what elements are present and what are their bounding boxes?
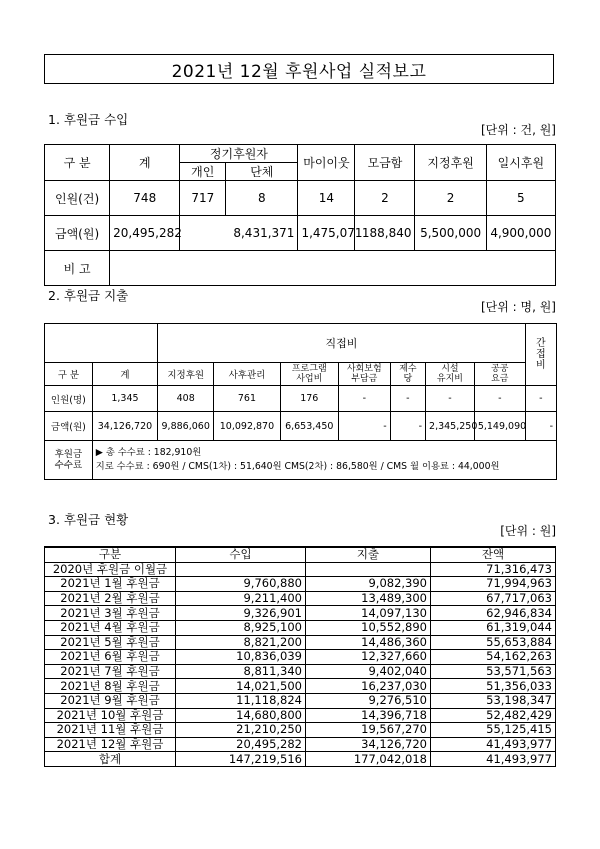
status-cell-gubun: 2021년 8월 후원금 (45, 679, 176, 694)
income-h-box: 모금함 (355, 145, 415, 181)
expense-people-program: 176 (280, 386, 338, 412)
expense-amount-label: 금액(원) (45, 412, 93, 441)
expense-fee-row (45, 441, 557, 480)
status-cell-balance: 41,493,977 (431, 752, 556, 767)
table-row (45, 650, 556, 665)
expense-people-insurance: - (338, 386, 390, 412)
expense-h-utility: 공공 요금 (474, 363, 525, 386)
expense-amount-tax: - (390, 412, 425, 441)
income-note-label: 비 고 (45, 251, 110, 286)
income-amount-onetime: 4,900,000 (486, 216, 555, 251)
status-h-income: 수입 (176, 547, 306, 562)
income-people-box: 2 (355, 181, 415, 216)
expense-h-aftercare: 사후관리 (214, 363, 280, 386)
table-row (45, 664, 556, 679)
expense-amount-row (45, 412, 557, 441)
status-cell-expense: 14,097,130 (306, 606, 431, 621)
status-cell-gubun: 2021년 4월 후원금 (45, 620, 176, 635)
section-3-heading: 3. 후원금 현황 (48, 512, 129, 527)
status-cell-gubun: 2021년 1월 후원금 (45, 577, 176, 592)
status-cell-gubun: 2021년 11월 후원금 (45, 723, 176, 738)
expense-h-program: 프로그램 사업비 (280, 363, 338, 386)
income-note-value (110, 251, 556, 286)
status-cell-balance: 55,653,884 (431, 635, 556, 650)
status-header-row (45, 547, 556, 562)
income-people-designated: 2 (415, 181, 486, 216)
status-body (45, 562, 556, 766)
status-cell-gubun: 2021년 9월 후원금 (45, 693, 176, 708)
table-row (45, 635, 556, 650)
expense-fee-label: 후원금 수수료 (45, 441, 93, 480)
income-amount-label: 금액(원) (45, 216, 110, 251)
status-cell-balance: 62,946,834 (431, 606, 556, 621)
income-note-row (45, 251, 556, 286)
table-row (45, 620, 556, 635)
table-row (45, 737, 556, 752)
income-amount-total: 20,495,282 (110, 216, 180, 251)
status-cell-expense: 177,042,018 (306, 752, 431, 767)
income-h-maiius: 마이이웃 (298, 145, 355, 181)
expense-people-indirect: - (525, 386, 556, 412)
income-h-designated: 지정후원 (415, 145, 486, 181)
status-cell-income: 20,495,282 (176, 737, 306, 752)
expense-header-row-1 (45, 324, 557, 363)
status-cell-expense (306, 562, 431, 577)
status-cell-balance: 54,162,263 (431, 650, 556, 665)
income-amount-regular: 8,431,371 (180, 216, 298, 251)
expense-fee-line-2: 지로 수수료 : 690원 / CMS(1차) : 51,640원 CMS(2차) : 86,580원 / CMS 월 이용료 : 44,000원 (95, 461, 500, 472)
expense-people-designated: 408 (158, 386, 214, 412)
section-3-unit: [단위 : 원] (500, 524, 556, 538)
income-amount-row (45, 216, 556, 251)
expense-amount-designated: 9,886,060 (158, 412, 214, 441)
status-cell-expense: 34,126,720 (306, 737, 431, 752)
table-row (45, 693, 556, 708)
income-h-individual: 개인 (180, 163, 226, 181)
income-people-label: 인원(건) (45, 181, 110, 216)
expense-people-utility: - (474, 386, 525, 412)
expense-h-facility: 시설 유지비 (426, 363, 475, 386)
status-cell-balance: 51,356,033 (431, 679, 556, 694)
section-1-unit: [단위 : 건, 원] (480, 123, 556, 137)
status-cell-gubun: 2021년 6월 후원금 (45, 650, 176, 665)
income-h-group: 단체 (226, 163, 298, 181)
income-people-row (45, 181, 556, 216)
income-people-individual: 717 (180, 181, 226, 216)
page-title-text: 2021년 12월 후원사업 실적보고 (171, 61, 427, 82)
expense-people-total: 1,345 (92, 386, 157, 412)
status-cell-balance: 61,319,044 (431, 620, 556, 635)
status-table (44, 546, 556, 767)
income-amount-maiius: 1,475,071 (298, 216, 355, 251)
expense-h-total: 계 (92, 363, 157, 386)
status-cell-gubun: 2021년 12월 후원금 (45, 737, 176, 752)
status-cell-gubun: 2020년 후원금 이월금 (45, 562, 176, 577)
income-people-maiius: 14 (298, 181, 355, 216)
status-cell-gubun: 2021년 2월 후원금 (45, 591, 176, 606)
expense-h-tax: 제수 당 (390, 363, 425, 386)
status-cell-income: 11,118,824 (176, 693, 306, 708)
expense-people-label: 인원(명) (45, 386, 93, 412)
expense-h-blank (45, 324, 158, 363)
status-cell-expense: 16,237,030 (306, 679, 431, 694)
table-row (45, 606, 556, 621)
status-cell-income: 9,760,880 (176, 577, 306, 592)
expense-h-gubun: 구 분 (45, 363, 93, 386)
expense-amount-facility: 2,345,250 (426, 412, 475, 441)
status-cell-income: 14,680,800 (176, 708, 306, 723)
status-cell-gubun: 2021년 10월 후원금 (45, 708, 176, 723)
income-h-onetime: 일시후원 (486, 145, 555, 181)
status-cell-balance: 55,125,415 (431, 723, 556, 738)
status-cell-gubun: 2021년 5월 후원금 (45, 635, 176, 650)
income-table (44, 144, 556, 286)
status-cell-expense: 12,327,660 (306, 650, 431, 665)
table-row (45, 679, 556, 694)
expense-amount-insurance: - (338, 412, 390, 441)
expense-h-insurance: 사회보험 부담금 (338, 363, 390, 386)
expense-people-facility: - (426, 386, 475, 412)
table-row (45, 752, 556, 767)
expense-h-designated: 지정후원 (158, 363, 214, 386)
status-cell-expense: 9,402,040 (306, 664, 431, 679)
expense-amount-program: 6,653,450 (280, 412, 338, 441)
income-amount-designated: 5,500,000 (415, 216, 486, 251)
expense-h-indirect: 간 접 비 (525, 324, 556, 386)
status-cell-balance: 53,198,347 (431, 693, 556, 708)
section-2-unit: [단위 : 명, 원] (480, 300, 556, 314)
status-cell-income: 14,021,500 (176, 679, 306, 694)
expense-header-row-2 (45, 363, 557, 386)
status-cell-income: 21,210,250 (176, 723, 306, 738)
expense-table (44, 323, 557, 480)
income-h-gubun: 구 분 (45, 145, 110, 181)
status-h-gubun: 구분 (45, 547, 176, 562)
expense-amount-aftercare: 10,092,870 (214, 412, 280, 441)
status-cell-expense: 9,082,390 (306, 577, 431, 592)
status-cell-gubun: 2021년 7월 후원금 (45, 664, 176, 679)
expense-amount-total: 34,126,720 (92, 412, 157, 441)
expense-h-direct: 직접비 (158, 324, 526, 363)
status-cell-expense: 14,486,360 (306, 635, 431, 650)
status-cell-balance: 67,717,063 (431, 591, 556, 606)
status-cell-expense: 13,489,300 (306, 591, 431, 606)
table-row (45, 591, 556, 606)
status-cell-balance: 53,571,563 (431, 664, 556, 679)
status-cell-expense: 19,567,270 (306, 723, 431, 738)
status-cell-expense: 9,276,510 (306, 693, 431, 708)
status-h-expense: 지출 (306, 547, 431, 562)
expense-fee-detail (92, 441, 556, 480)
status-cell-gubun: 합계 (45, 752, 176, 767)
status-cell-income: 9,211,400 (176, 591, 306, 606)
page-title (44, 54, 554, 84)
income-people-total: 748 (110, 181, 180, 216)
income-people-onetime: 5 (486, 181, 555, 216)
status-cell-income: 9,326,901 (176, 606, 306, 621)
table-row (45, 577, 556, 592)
table-row (45, 708, 556, 723)
status-cell-gubun: 2021년 3월 후원금 (45, 606, 176, 621)
expense-people-aftercare: 761 (214, 386, 280, 412)
status-h-balance: 잔액 (431, 547, 556, 562)
income-amount-box: 188,840 (355, 216, 415, 251)
table-row (45, 562, 556, 577)
expense-amount-utility: 5,149,090 (474, 412, 525, 441)
income-people-group: 8 (226, 181, 298, 216)
income-h-regular: 정기후원자 (180, 145, 298, 163)
expense-people-tax: - (390, 386, 425, 412)
status-cell-balance: 71,316,473 (431, 562, 556, 577)
section-1-heading: 1. 후원금 수입 (48, 112, 129, 127)
expense-fee-line-1: ▶ 총 수수료 : 182,910원 (95, 447, 202, 458)
status-cell-income: 10,836,039 (176, 650, 306, 665)
expense-people-row (45, 386, 557, 412)
status-cell-balance: 52,482,429 (431, 708, 556, 723)
status-cell-income: 8,925,100 (176, 620, 306, 635)
status-cell-expense: 14,396,718 (306, 708, 431, 723)
status-cell-expense: 10,552,890 (306, 620, 431, 635)
status-cell-income: 147,219,516 (176, 752, 306, 767)
status-cell-income: 8,821,200 (176, 635, 306, 650)
status-cell-income: 8,811,340 (176, 664, 306, 679)
table-row (45, 723, 556, 738)
income-header-row-1 (45, 145, 556, 163)
income-h-total: 계 (110, 145, 180, 181)
status-cell-income (176, 562, 306, 577)
expense-amount-indirect: - (525, 412, 556, 441)
status-cell-balance: 71,994,963 (431, 577, 556, 592)
status-cell-balance: 41,493,977 (431, 737, 556, 752)
section-2-heading: 2. 후원금 지출 (48, 288, 129, 303)
